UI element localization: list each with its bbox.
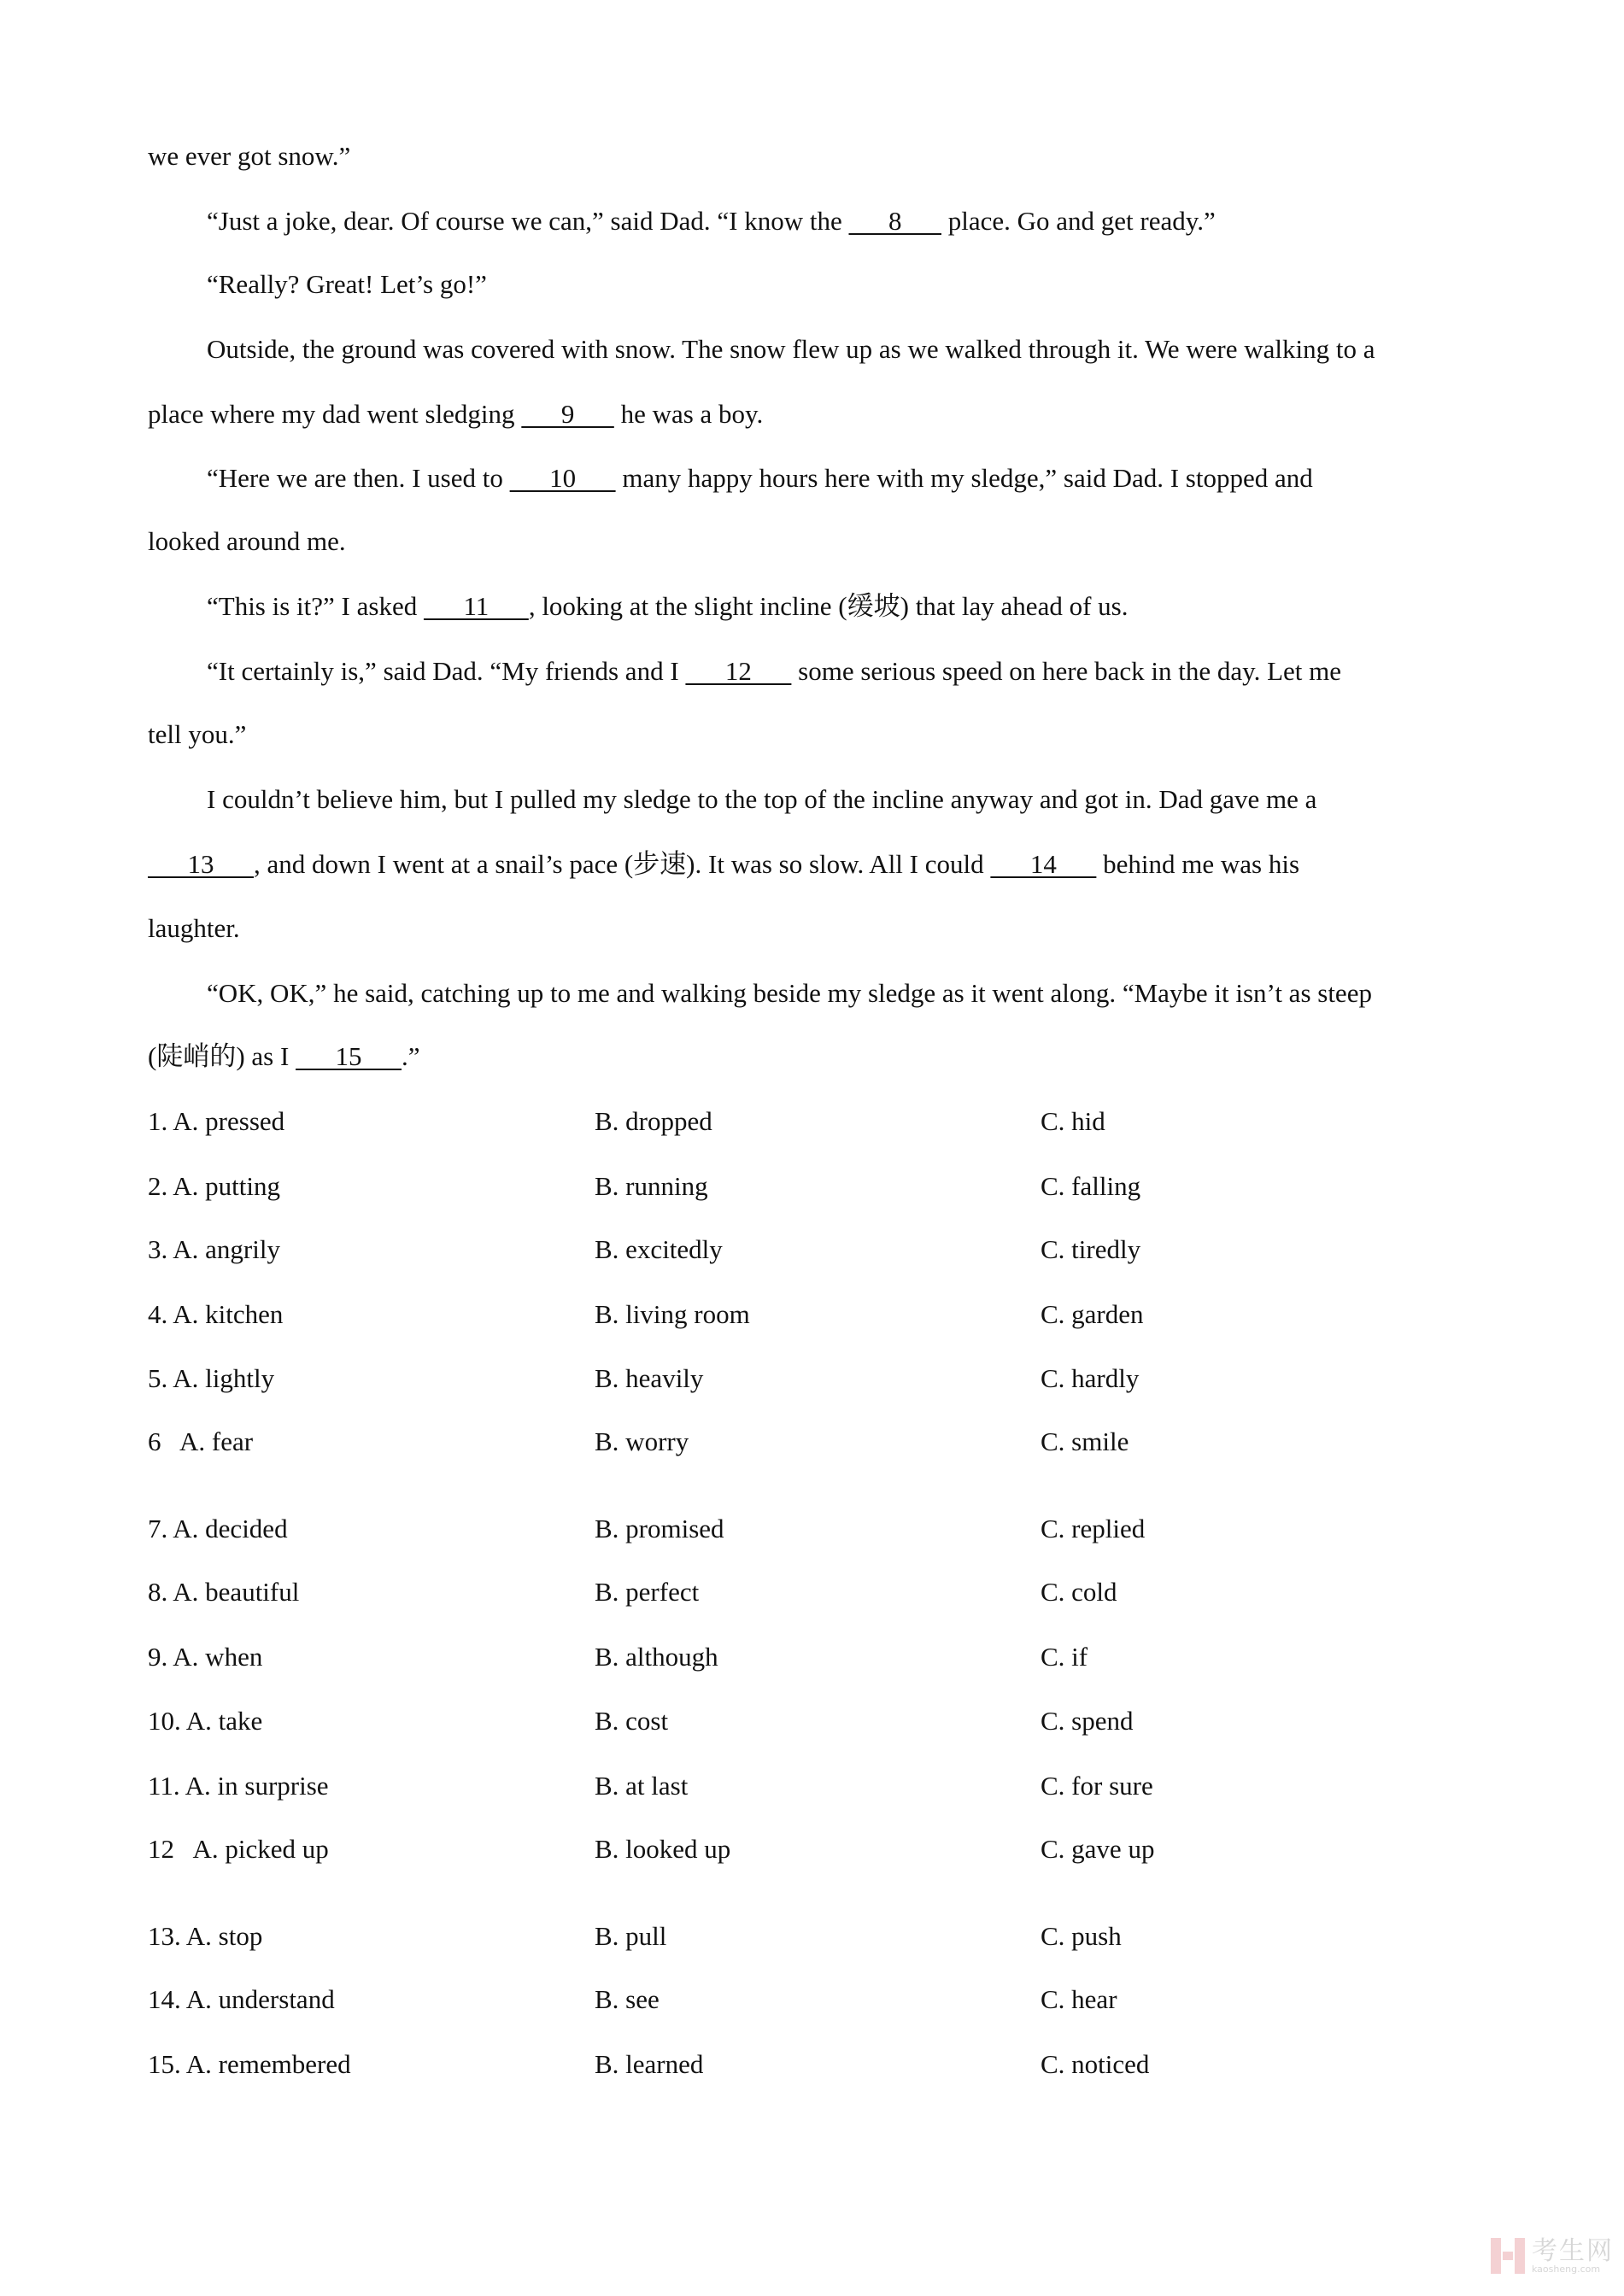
passage-text: “OK, OK,” he said, catching up to me and walking beside my sledge as it went along. “Maybe it isn’t as steep	[207, 978, 1372, 1008]
answer-blank: 8	[848, 206, 941, 236]
answer-blank: 15	[296, 1041, 402, 1071]
option-4-a: 4. A. kitchen	[148, 1299, 284, 1329]
option-13-b: B. pull	[595, 1921, 667, 1951]
option-5-a: 5. A. lightly	[148, 1363, 275, 1393]
option-12-b: B. looked up	[595, 1834, 731, 1864]
passage-line	[207, 267, 487, 302]
passage-text: some serious speed on here back in the day. Let me	[791, 656, 1342, 686]
option-10-b: B. cost	[595, 1706, 669, 1736]
passage-text: we ever got snow.”	[148, 141, 351, 171]
passage-text: .”	[402, 1041, 420, 1071]
passage-text: behind me was his	[1096, 849, 1300, 879]
passage-text: tell you.”	[148, 719, 247, 749]
option-7-a: 7. A. decided	[148, 1514, 288, 1543]
option-5-c: C. hardly	[1041, 1363, 1140, 1393]
answer-blank: 12	[685, 656, 792, 686]
option-11-b: B. at last	[595, 1771, 689, 1801]
passage-text: (陡峭的) as I	[148, 1041, 296, 1071]
answer-blank: 14	[990, 849, 1097, 879]
passage-line	[148, 139, 350, 173]
watermark	[1491, 2235, 1614, 2275]
option-2-c: C. falling	[1041, 1171, 1141, 1201]
passage-text: place where my dad went sledging	[148, 399, 522, 429]
passage-text: “It certainly is,” said Dad. “My friends and I	[207, 656, 686, 686]
option-2-a: 2. A. putting	[148, 1171, 281, 1201]
passage-line	[207, 976, 1372, 1010]
option-7-c: C. replied	[1041, 1514, 1146, 1543]
passage-line	[148, 1040, 420, 1074]
option-11-a: 11. A. in surprise	[148, 1771, 329, 1801]
option-7-b: B. promised	[595, 1514, 724, 1543]
passage-line	[207, 204, 1216, 238]
passage-text: “Just a joke, dear. Of course we can,” said Dad. “I know the	[207, 206, 849, 236]
passage-text: Outside, the ground was covered with snow. The snow flew up as we walked through it. We were walking to a	[207, 334, 1375, 364]
passage-line	[148, 847, 1299, 882]
answer-blank: 9	[521, 399, 614, 429]
passage-line	[207, 782, 1316, 817]
option-15-c: C. noticed	[1041, 2049, 1150, 2079]
option-9-b: B. although	[595, 1642, 718, 1672]
option-15-b: B. learned	[595, 2049, 704, 2079]
answer-blank: 13	[148, 849, 254, 879]
passage-text: I couldn’t believe him, but I pulled my sledge to the top of the incline anyway and got in. Dad gave me a	[207, 784, 1317, 814]
option-9-c: C. if	[1041, 1642, 1088, 1672]
passage-text: laughter.	[148, 913, 240, 943]
option-13-a: 13. A. stop	[148, 1921, 263, 1951]
option-8-a: 8. A. beautiful	[148, 1577, 300, 1607]
passage-line	[148, 911, 240, 946]
passage-line	[207, 461, 1313, 495]
passage-text: , looking at the slight incline (缓坡) that lay ahead of us.	[528, 591, 1129, 621]
option-12-c: C. gave up	[1041, 1834, 1155, 1864]
watermark-cn: 考生网	[1532, 2235, 1614, 2266]
option-14-c: C. hear	[1041, 1984, 1117, 2014]
option-1-b: B. dropped	[595, 1106, 712, 1136]
watermark-en: kaosheng.com	[1532, 2263, 1601, 2275]
passage-line	[148, 397, 763, 431]
kaosheng-logo-icon	[1491, 2238, 1525, 2274]
option-3-b: B. excitedly	[595, 1234, 723, 1264]
option-13-c: C. push	[1041, 1921, 1122, 1951]
passage-text: “Here we are then. I used to	[207, 463, 510, 493]
passage-line	[207, 589, 1128, 624]
option-3-a: 3. A. angrily	[148, 1234, 280, 1264]
option-10-c: C. spend	[1041, 1706, 1134, 1736]
option-2-b: B. running	[595, 1171, 708, 1201]
option-8-b: B. perfect	[595, 1577, 700, 1607]
passage-text: looked around me.	[148, 526, 346, 556]
passage-line	[207, 332, 1375, 366]
option-11-c: C. for sure	[1041, 1771, 1153, 1801]
passage-text: “Really? Great! Let’s go!”	[207, 269, 487, 299]
passage-text: place. Go and get ready.”	[941, 206, 1216, 236]
option-15-a: 15. A. remembered	[148, 2049, 351, 2079]
passage-line	[148, 718, 246, 752]
answer-blank: 11	[423, 591, 529, 621]
option-9-a: 9. A. when	[148, 1642, 263, 1672]
passage-line	[148, 524, 346, 559]
passage-line	[207, 654, 1341, 688]
option-4-b: B. living room	[595, 1299, 750, 1329]
option-14-b: B. see	[595, 1984, 660, 2014]
option-1-c: C. hid	[1041, 1106, 1105, 1136]
option-12-a: 12 A. picked up	[148, 1834, 329, 1864]
answer-blank: 10	[509, 463, 616, 493]
option-1-a: 1. A. pressed	[148, 1106, 285, 1136]
passage-text: he was a boy.	[613, 399, 764, 429]
passage-text: “This is it?” I asked	[207, 591, 424, 621]
option-6-b: B. worry	[595, 1426, 689, 1456]
option-8-c: C. cold	[1041, 1577, 1117, 1607]
option-4-c: C. garden	[1041, 1299, 1144, 1329]
passage-text: many happy hours here with my sledge,” said Dad. I stopped and	[615, 463, 1313, 493]
option-6-c: C. smile	[1041, 1426, 1129, 1456]
option-3-c: C. tiredly	[1041, 1234, 1141, 1264]
passage-text: , and down I went at a snail’s pace (步速). It was so slow. All I could	[254, 849, 991, 879]
option-6-a: 6 A. fear	[148, 1426, 254, 1456]
option-14-a: 14. A. understand	[148, 1984, 335, 2014]
option-10-a: 10. A. take	[148, 1706, 263, 1736]
option-5-b: B. heavily	[595, 1363, 704, 1393]
